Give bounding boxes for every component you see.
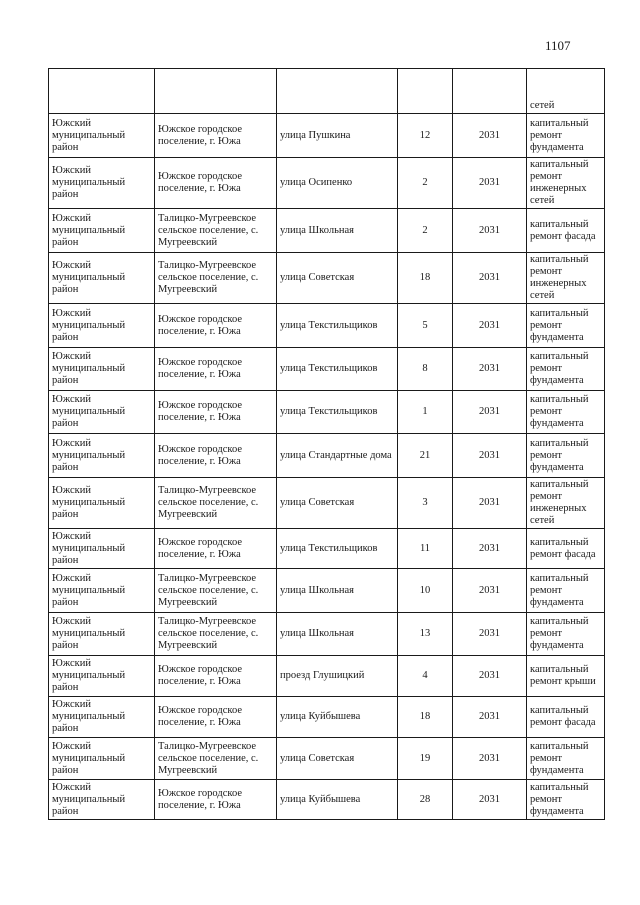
district-cell: Южский муниципальный район — [49, 529, 155, 569]
year-cell: 2031 — [453, 529, 527, 569]
settlement-cell: Южское городское поселение, г. Южа — [155, 114, 277, 158]
table-row — [49, 780, 605, 820]
settlement-cell: Талицко-Мугреевское сельское поселение, с. Мугреевский — [155, 569, 277, 613]
house-number-cell: 1 — [398, 391, 453, 434]
year-cell: 2031 — [453, 738, 527, 780]
street-cell: улица Советская — [277, 738, 398, 780]
street-cell: улица Школьная — [277, 613, 398, 656]
work-type-cell: капитальный ремонт фундамента — [527, 434, 605, 478]
street-cell: улица Школьная — [277, 209, 398, 253]
housing-repair-table — [48, 68, 605, 820]
year-cell: 2031 — [453, 656, 527, 697]
district-cell: Южский муниципальный район — [49, 391, 155, 434]
year-cell: 2031 — [453, 434, 527, 478]
settlement-cell: Талицко-Мугреевское сельское поселение, с. Мугреевский — [155, 738, 277, 780]
year-cell: 2031 — [453, 780, 527, 820]
district-cell: Южский муниципальный район — [49, 348, 155, 391]
work-type-cell: капитальный ремонт фундамента — [527, 569, 605, 613]
settlement-cell: Талицко-Мугреевское сельское поселение, с. Мугреевский — [155, 253, 277, 304]
house-number-cell: 13 — [398, 613, 453, 656]
table-row — [49, 529, 605, 569]
table-row — [49, 569, 605, 613]
work-type-cell: капитальный ремонт фундамента — [527, 304, 605, 348]
house-number-cell: 11 — [398, 529, 453, 569]
table-row — [49, 348, 605, 391]
work-type-cell: капитальный ремонт фундамента — [527, 780, 605, 820]
settlement-cell: Южское городское поселение, г. Южа — [155, 697, 277, 738]
house-number-cell: 5 — [398, 304, 453, 348]
work-type-cell: капитальный ремонт инженерных сетей — [527, 158, 605, 209]
house-number-cell: 12 — [398, 114, 453, 158]
year-cell: 2031 — [453, 478, 527, 529]
year-cell: 2031 — [453, 158, 527, 209]
table-row — [49, 613, 605, 656]
street-cell: улица Текстильщиков — [277, 529, 398, 569]
district-cell: Южский муниципальный район — [49, 304, 155, 348]
house-number-cell: 8 — [398, 348, 453, 391]
house-number-cell: 4 — [398, 656, 453, 697]
settlement-cell: Южское городское поселение, г. Южа — [155, 529, 277, 569]
street-cell: улица Советская — [277, 253, 398, 304]
table-row — [49, 738, 605, 780]
work-type-cell: капитальный ремонт фундамента — [527, 738, 605, 780]
settlement-cell: Талицко-Мугреевское сельское поселение, с. Мугреевский — [155, 613, 277, 656]
settlement-cell: Южское городское поселение, г. Южа — [155, 434, 277, 478]
year-cell: 2031 — [453, 348, 527, 391]
street-cell: улица Школьная — [277, 569, 398, 613]
settlement-cell: Южское городское поселение, г. Южа — [155, 158, 277, 209]
table-row — [49, 434, 605, 478]
work-type-cell: капитальный ремонт инженерных сетей — [527, 478, 605, 529]
district-cell: Южский муниципальный район — [49, 114, 155, 158]
settlement-cell: Южское городское поселение, г. Южа — [155, 656, 277, 697]
work-type-cell: капитальный ремонт фасада — [527, 209, 605, 253]
street-cell: улица Осипенко — [277, 158, 398, 209]
house-number-cell: 2 — [398, 209, 453, 253]
work-type-cell: капитальный ремонт фасада — [527, 697, 605, 738]
year-cell: 2031 — [453, 613, 527, 656]
table-row — [49, 656, 605, 697]
year-cell: 2031 — [453, 253, 527, 304]
table-row — [49, 158, 605, 209]
district-cell: Южский муниципальный район — [49, 569, 155, 613]
page-number: 1107 — [545, 38, 571, 53]
year-cell: 2031 — [453, 697, 527, 738]
work-type-cell: капитальный ремонт инженерных сетей — [527, 253, 605, 304]
house-number-cell — [398, 69, 453, 114]
table-row — [49, 697, 605, 738]
district-cell: Южский муниципальный район — [49, 209, 155, 253]
work-type-cell: капитальный ремонт фундамента — [527, 348, 605, 391]
settlement-cell: Талицко-Мугреевское сельское поселение, с. Мугреевский — [155, 209, 277, 253]
district-cell: Южский муниципальный район — [49, 158, 155, 209]
district-cell: Южский муниципальный район — [49, 780, 155, 820]
street-cell — [277, 69, 398, 114]
district-cell: Южский муниципальный район — [49, 656, 155, 697]
house-number-cell: 18 — [398, 697, 453, 738]
street-cell: улица Советская — [277, 478, 398, 529]
settlement-cell: Талицко-Мугреевское сельское поселение, с. Мугреевский — [155, 478, 277, 529]
district-cell: Южский муниципальный район — [49, 253, 155, 304]
district-cell: Южский муниципальный район — [49, 738, 155, 780]
work-type-cell: капитальный ремонт фундамента — [527, 391, 605, 434]
year-cell — [453, 69, 527, 114]
street-cell: улица Куйбышева — [277, 780, 398, 820]
street-cell: улица Стандартные дома — [277, 434, 398, 478]
street-cell: улица Пушкина — [277, 114, 398, 158]
year-cell: 2031 — [453, 209, 527, 253]
street-cell: улица Текстильщиков — [277, 348, 398, 391]
house-number-cell: 3 — [398, 478, 453, 529]
table-row — [49, 114, 605, 158]
table-row — [49, 69, 605, 114]
district-cell: Южский муниципальный район — [49, 697, 155, 738]
year-cell: 2031 — [453, 391, 527, 434]
district-cell: Южский муниципальный район — [49, 613, 155, 656]
work-type-cell: капитальный ремонт фундамента — [527, 613, 605, 656]
table-row — [49, 209, 605, 253]
work-type-cell: сетей — [527, 69, 605, 114]
table-row — [49, 304, 605, 348]
settlement-cell — [155, 69, 277, 114]
street-cell: улица Текстильщиков — [277, 304, 398, 348]
year-cell: 2031 — [453, 114, 527, 158]
district-cell: Южский муниципальный район — [49, 478, 155, 529]
table-row — [49, 253, 605, 304]
settlement-cell: Южское городское поселение, г. Южа — [155, 304, 277, 348]
house-number-cell: 19 — [398, 738, 453, 780]
house-number-cell: 18 — [398, 253, 453, 304]
table-row — [49, 478, 605, 529]
street-cell: проезд Глушицкий — [277, 656, 398, 697]
house-number-cell: 28 — [398, 780, 453, 820]
house-number-cell: 2 — [398, 158, 453, 209]
work-type-cell: капитальный ремонт фундамента — [527, 114, 605, 158]
house-number-cell: 10 — [398, 569, 453, 613]
house-number-cell: 21 — [398, 434, 453, 478]
table-row — [49, 391, 605, 434]
district-cell — [49, 69, 155, 114]
work-type-cell: капитальный ремонт крыши — [527, 656, 605, 697]
settlement-cell: Южское городское поселение, г. Южа — [155, 391, 277, 434]
year-cell: 2031 — [453, 569, 527, 613]
district-cell: Южский муниципальный район — [49, 434, 155, 478]
street-cell: улица Куйбышева — [277, 697, 398, 738]
settlement-cell: Южское городское поселение, г. Южа — [155, 780, 277, 820]
settlement-cell: Южское городское поселение, г. Южа — [155, 348, 277, 391]
year-cell: 2031 — [453, 304, 527, 348]
work-type-cell: капитальный ремонт фасада — [527, 529, 605, 569]
street-cell: улица Текстильщиков — [277, 391, 398, 434]
